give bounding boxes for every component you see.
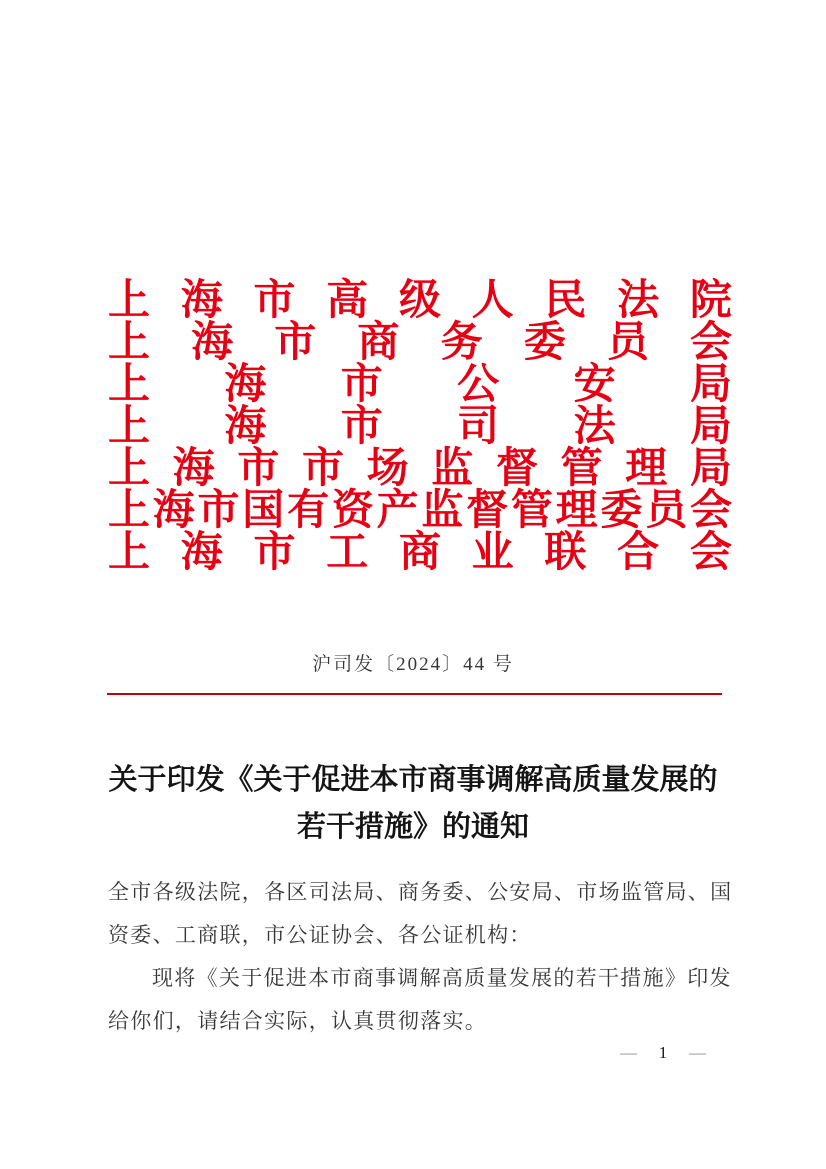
- body-text-line: 资委、工商联，市公证协会、各公证机构：: [108, 923, 532, 947]
- document-title-line-2: 若干措施》的通知: [296, 811, 529, 843]
- page-number-dash-left: —: [620, 1043, 637, 1062]
- letterhead-agency-market-regulation: 上 海 市 市 场 监 督 管 理 局: [108, 446, 732, 492]
- page-number-value: 1: [658, 1043, 668, 1062]
- recipients-paragraph: [108, 871, 748, 957]
- document-title: [101, 757, 725, 851]
- letterhead-agency-industry-commerce-federation: 上 海 市 工 商 业 联 合 会: [108, 530, 732, 576]
- letterhead-agency-sasac: 上 海 市 国 有 资 产 监 督 管 理 委 员 会: [108, 488, 732, 534]
- document-body: [108, 871, 748, 1043]
- letterhead-agency-justice-bureau: 上 海 市 司 法 局: [108, 404, 732, 450]
- page-number-dash-right: —: [689, 1043, 706, 1062]
- body-text-line: 给你们，请结合实际，认真贯彻落实。: [108, 1009, 488, 1033]
- letterhead-divider-rule: [107, 693, 722, 695]
- document-reference-number: 沪司发〔2024〕44 号: [312, 654, 514, 675]
- letterhead-agency-public-security: 上 海 市 公 安 局: [108, 362, 732, 408]
- letterhead: [108, 280, 732, 574]
- body-text-line: 现将《关于促进本市商事调解高质量发展的若干措施》印发: [152, 966, 732, 990]
- body-text-line: 全市各级法院，各区司法局、商务委、公安局、市场监管局、国: [108, 880, 733, 904]
- page-number: [620, 1042, 706, 1064]
- document-title-line-1: 关于印发《关于促进本市商事调解高质量发展的: [108, 764, 718, 796]
- letterhead-agency-court: 上 海 市 高 级 人 民 法 院: [108, 278, 732, 324]
- issuance-paragraph: [108, 957, 748, 1043]
- letterhead-agency-commerce-commission: 上 海 市 商 务 委 员 会: [108, 320, 732, 366]
